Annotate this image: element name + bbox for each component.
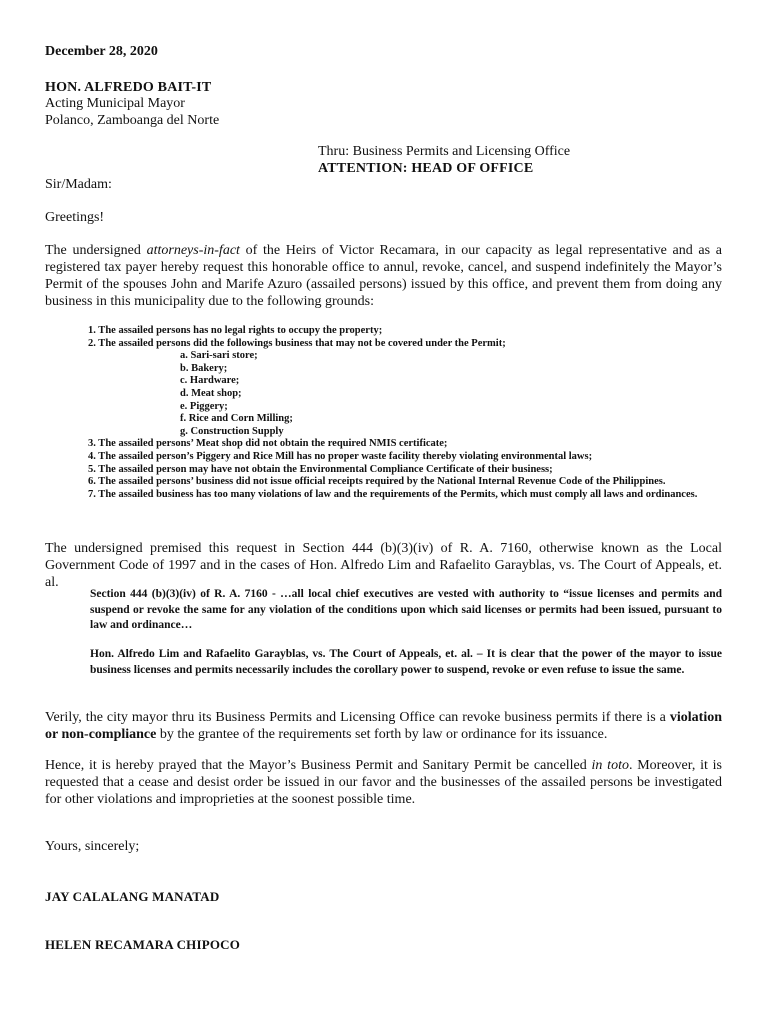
quote-lim-case: Hon. Alfredo Lim and Rafaelito Garayblas, vs. The Court of Appeals, et. al. – It is clear that the power of the mayor to issue business licenses and permits necessarily includes the corollary power to suspend, revoke or even refuse to issue the same. bbox=[90, 648, 722, 676]
letter-date: December 28, 2020 bbox=[45, 44, 158, 59]
verily-bold: violation or non-compliance bbox=[45, 710, 722, 742]
grounds-list bbox=[88, 325, 724, 501]
ground-item-2: 2. The assailed persons did the followings business that may not be covered under the Permit; bbox=[88, 337, 506, 349]
business-item-g: g. Construction Supply bbox=[180, 425, 284, 437]
ground-item-3: 3. The assailed persons’ Meat shop did not obtain the required NMIS certificate; bbox=[88, 438, 448, 450]
business-item-f: f. Rice and Corn Milling; bbox=[180, 413, 293, 425]
intro-emphasis: attorneys-in-fact bbox=[146, 243, 240, 258]
prayer-italic: in toto bbox=[591, 758, 629, 773]
ground-item-7: 7. The assailed business has too many violations of law and the requirements of the Permits, which must comply all laws and ordinances. bbox=[88, 488, 698, 500]
thru-line: Thru: Business Permits and Licensing Office bbox=[318, 144, 571, 159]
prayer-paragraph bbox=[45, 757, 722, 808]
ground-item-5: 5. The assailed person may have not obtain the Environmental Compliance Certificate of their business; bbox=[88, 463, 553, 475]
closing-line: Yours, sincerely; bbox=[45, 839, 140, 854]
intro-paragraph bbox=[45, 242, 722, 310]
addressee-name: HON. ALFREDO BAIT-IT bbox=[45, 80, 212, 95]
prayer-text-start: Hence, it is hereby prayed that the Mayor’s Business Permit and Sanitary Permit be cancelled bbox=[45, 758, 592, 773]
verily-paragraph bbox=[45, 709, 722, 743]
greeting: Greetings! bbox=[45, 210, 105, 225]
verily-text-start: Verily, the city mayor thru its Business Permits and Licensing Office can revoke business permits if there is a bbox=[45, 710, 670, 725]
quote-section-444: Section 444 (b)(3)(iv) of R. A. 7160 - …all local chief executives are vested with authority to “issue licenses and permits and suspend or revoke the same for any violation of the conditions upon which said licenses or permits had been issued, pursuant to law and ordinance… bbox=[90, 588, 722, 631]
salutation: Sir/Madam: bbox=[45, 177, 112, 192]
signatory-2: HELEN RECAMARA CHIPOCO bbox=[45, 937, 241, 952]
prayer-text-end: . Moreover, it is requested that a cease and desist order be issued in our favor and the businesses of the assailed persons be investigated for other violations and improprieties at the soonest possible time. bbox=[45, 758, 722, 807]
attention-line: ATTENTION: HEAD OF OFFICE bbox=[318, 161, 534, 176]
business-item-a: a. Sari-sari store; bbox=[180, 350, 258, 362]
business-item-b: b. Bakery; bbox=[180, 362, 228, 374]
intro-text-end: of the Heirs of Victor Recamara, in our capacity as legal representative and as a registered tax payer hereby request this honorable office to annul, revoke, cancel, and suspend indefinitely the Mayor’s Permit of the spouses John and Marife Azuro (assailed persons) issued by this office, and prevent them from doing any business in this municipality due to the following grounds: bbox=[45, 243, 722, 309]
basis-paragraph: The undersigned premised this request in Section 444 (b)(3)(iv) of R. A. 7160, otherwise known as the Local Government Code of 1997 and in the cases of Hon. Alfredo Lim and Rafaelito Garayblas, vs. The Court of Appeals, et. al. bbox=[45, 541, 722, 590]
intro-text-start: The undersigned bbox=[45, 243, 147, 258]
verily-text-end: by the grantee of the requirements set forth by law or ordinance for its issuance. bbox=[156, 727, 608, 742]
addressee-title: Acting Municipal Mayor bbox=[45, 96, 185, 111]
business-item-d: d. Meat shop; bbox=[180, 387, 242, 399]
addressee-location: Polanco, Zamboanga del Norte bbox=[45, 113, 220, 128]
ground-item-1: 1. The assailed persons has no legal rights to occupy the property; bbox=[88, 325, 383, 336]
business-item-e: e. Piggery; bbox=[180, 400, 228, 412]
business-item-c: c. Hardware; bbox=[180, 375, 240, 387]
signatory-1: JAY CALALANG MANATAD bbox=[45, 889, 220, 904]
ground-item-6: 6. The assailed persons’ business did not issue official receipts required by the National Internal Revenue Code of the Philippines. bbox=[88, 476, 666, 488]
ground-item-4: 4. The assailed person’s Piggery and Rice Mill has no proper waste facility thereby violating environmental laws; bbox=[88, 450, 593, 462]
